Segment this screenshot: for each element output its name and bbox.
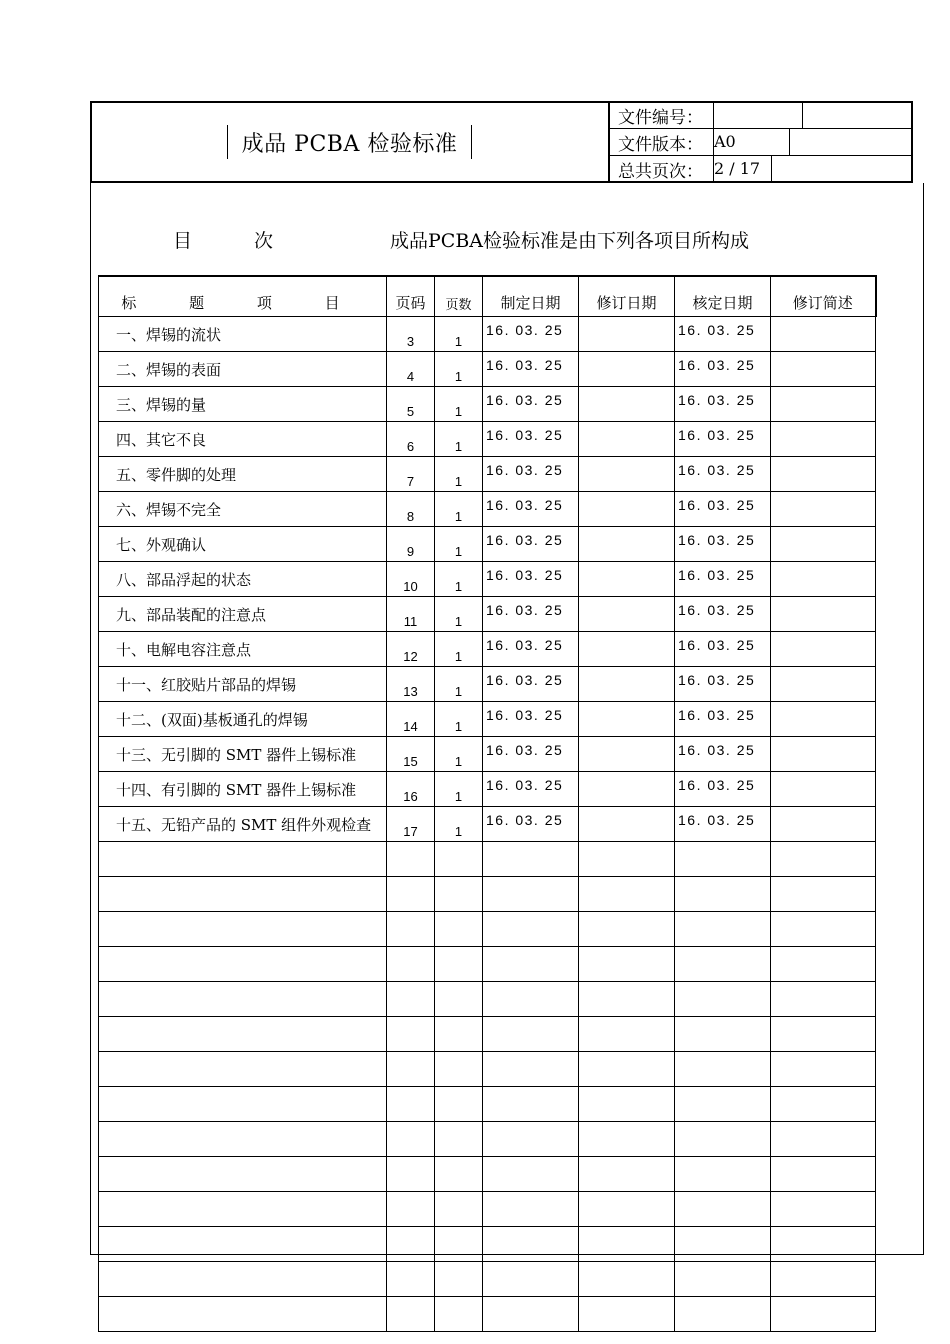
cell-note <box>771 842 876 877</box>
cell-note <box>771 562 876 597</box>
cell-made: 16. 03. 25 <box>483 667 579 702</box>
cell-title: 五、零件脚的处理 <box>99 457 387 492</box>
cell-approved <box>675 1157 771 1192</box>
cell-revised <box>579 982 675 1017</box>
cell-count <box>435 1017 483 1052</box>
column-header-approved-date: 核定日期 <box>675 276 771 317</box>
cell-page <box>387 877 435 912</box>
cell-made <box>483 947 579 982</box>
column-header-revision-note: 修订简述 <box>771 276 876 317</box>
cell-count <box>435 1052 483 1087</box>
table-row-blank <box>99 947 876 982</box>
cell-made <box>483 1052 579 1087</box>
cell-page <box>387 1087 435 1122</box>
cell-made: 16. 03. 25 <box>483 632 579 667</box>
cell-count: 1 <box>435 702 483 737</box>
cell-approved: 16. 03. 25 <box>675 562 771 597</box>
cell-revised <box>579 737 675 772</box>
cell-note <box>771 527 876 562</box>
cell-count: 1 <box>435 492 483 527</box>
cell-revised <box>579 842 675 877</box>
cell-made: 16. 03. 25 <box>483 772 579 807</box>
cell-revised <box>579 772 675 807</box>
cell-approved <box>675 1297 771 1332</box>
cell-made <box>483 877 579 912</box>
cell-title <box>99 982 387 1017</box>
cell-made: 16. 03. 25 <box>483 597 579 632</box>
cell-revised <box>579 317 675 352</box>
cell-approved: 16. 03. 25 <box>675 527 771 562</box>
cell-count: 1 <box>435 422 483 457</box>
table-row <box>99 422 876 457</box>
cell-revised <box>579 1297 675 1332</box>
cell-note <box>771 702 876 737</box>
table-row <box>99 317 876 352</box>
cell-made: 16. 03. 25 <box>483 387 579 422</box>
meta-cell-line-b <box>802 101 803 128</box>
table-row-blank <box>99 1157 876 1192</box>
cell-revised <box>579 422 675 457</box>
cell-count: 1 <box>435 737 483 772</box>
cell-revised <box>579 492 675 527</box>
cell-revised <box>579 1157 675 1192</box>
cell-page: 13 <box>387 667 435 702</box>
cell-title <box>99 1262 387 1297</box>
cell-revised <box>579 1087 675 1122</box>
cell-made: 16. 03. 25 <box>483 457 579 492</box>
cell-note <box>771 667 876 702</box>
cell-count: 1 <box>435 457 483 492</box>
cell-title: 六、焊锡不完全 <box>99 492 387 527</box>
meta-line-1 <box>610 128 913 129</box>
cell-title: 一、焊锡的流状 <box>99 317 387 352</box>
table-row-blank <box>99 912 876 947</box>
cell-made <box>483 1017 579 1052</box>
cell-approved <box>675 1087 771 1122</box>
cell-page <box>387 1192 435 1227</box>
cell-note <box>771 317 876 352</box>
table-row-blank <box>99 1192 876 1227</box>
cell-note <box>771 492 876 527</box>
cell-note <box>771 1227 876 1262</box>
cell-made <box>483 1087 579 1122</box>
cell-page <box>387 1262 435 1297</box>
cell-approved <box>675 1227 771 1262</box>
meta-cell-line-f <box>771 155 772 183</box>
cell-approved: 16. 03. 25 <box>675 597 771 632</box>
cell-count: 1 <box>435 527 483 562</box>
meta-cell-line-c <box>713 128 714 155</box>
cell-page: 7 <box>387 457 435 492</box>
cell-made: 16. 03. 25 <box>483 492 579 527</box>
cell-approved: 16. 03. 25 <box>675 317 771 352</box>
cell-page: 17 <box>387 807 435 842</box>
cell-note <box>771 457 876 492</box>
cell-title <box>99 1087 387 1122</box>
cell-page <box>387 912 435 947</box>
cell-note <box>771 1157 876 1192</box>
cell-revised <box>579 457 675 492</box>
cell-made: 16. 03. 25 <box>483 562 579 597</box>
cell-revised <box>579 527 675 562</box>
table-row-blank <box>99 1052 876 1087</box>
cell-revised <box>579 562 675 597</box>
table-row <box>99 562 876 597</box>
cell-page: 11 <box>387 597 435 632</box>
cell-count <box>435 1192 483 1227</box>
toc-heading: 目 次 <box>173 230 302 252</box>
table-row-blank <box>99 1122 876 1157</box>
cell-title <box>99 1017 387 1052</box>
cell-page: 4 <box>387 352 435 387</box>
cell-count: 1 <box>435 597 483 632</box>
cell-made: 16. 03. 25 <box>483 737 579 772</box>
cell-approved <box>675 947 771 982</box>
table-row <box>99 597 876 632</box>
cell-revised <box>579 947 675 982</box>
doc-number-row <box>610 101 913 128</box>
cell-note <box>771 597 876 632</box>
cell-revised <box>579 1052 675 1087</box>
cell-revised <box>579 387 675 422</box>
cell-title <box>99 1227 387 1262</box>
cell-note <box>771 1192 876 1227</box>
cell-title <box>99 877 387 912</box>
cell-count: 1 <box>435 667 483 702</box>
total-pages-row <box>610 155 913 182</box>
cell-note <box>771 1122 876 1157</box>
cell-page <box>387 1227 435 1262</box>
cell-page <box>387 1052 435 1087</box>
cell-revised <box>579 597 675 632</box>
document-title: 成品 PCBA 检验标准 <box>241 131 458 157</box>
cell-made: 16. 03. 25 <box>483 527 579 562</box>
cell-count <box>435 912 483 947</box>
cell-approved: 16. 03. 25 <box>675 457 771 492</box>
cell-page <box>387 1297 435 1332</box>
cell-made <box>483 1297 579 1332</box>
cell-count <box>435 947 483 982</box>
cell-count <box>435 877 483 912</box>
cell-title: 九、部品装配的注意点 <box>99 597 387 632</box>
cell-approved: 16. 03. 25 <box>675 667 771 702</box>
cell-approved <box>675 982 771 1017</box>
cell-approved: 16. 03. 25 <box>675 352 771 387</box>
table-row <box>99 352 876 387</box>
cell-revised <box>579 702 675 737</box>
cell-page: 6 <box>387 422 435 457</box>
cell-title: 十三、无引脚的 SMT 器件上锡标准 <box>99 737 387 772</box>
cell-made <box>483 1262 579 1297</box>
cell-made <box>483 842 579 877</box>
cell-title: 八、部品浮起的状态 <box>99 562 387 597</box>
cell-revised <box>579 1262 675 1297</box>
cell-title: 二、焊锡的表面 <box>99 352 387 387</box>
cell-page: 8 <box>387 492 435 527</box>
cell-title <box>99 842 387 877</box>
cell-note <box>771 632 876 667</box>
version-label: 文件版本： <box>618 135 703 155</box>
cell-title <box>99 947 387 982</box>
cell-count: 1 <box>435 352 483 387</box>
table-row-blank <box>99 842 876 877</box>
cell-made: 16. 03. 25 <box>483 702 579 737</box>
cell-page: 14 <box>387 702 435 737</box>
cell-note <box>771 1017 876 1052</box>
cell-count: 1 <box>435 317 483 352</box>
cell-page: 16 <box>387 772 435 807</box>
cell-count <box>435 842 483 877</box>
cell-made: 16. 03. 25 <box>483 352 579 387</box>
cell-approved: 16. 03. 25 <box>675 632 771 667</box>
cell-approved: 16. 03. 25 <box>675 422 771 457</box>
cell-note <box>771 387 876 422</box>
cell-note <box>771 422 876 457</box>
cell-count: 1 <box>435 562 483 597</box>
cell-title <box>99 1122 387 1157</box>
cell-approved: 16. 03. 25 <box>675 807 771 842</box>
cell-count <box>435 982 483 1017</box>
cell-note <box>771 1087 876 1122</box>
title-area <box>90 101 609 183</box>
cell-note <box>771 1052 876 1087</box>
cell-approved <box>675 877 771 912</box>
cell-revised <box>579 912 675 947</box>
column-header-title: 标 题 项 目 <box>99 276 387 317</box>
column-header-made-date: 制定日期 <box>483 276 579 317</box>
cell-revised <box>579 1192 675 1227</box>
cell-title: 十一、红胶贴片部品的焊锡 <box>99 667 387 702</box>
cell-title: 七、外观确认 <box>99 527 387 562</box>
cell-page: 5 <box>387 387 435 422</box>
meta-cell-line-a <box>713 101 714 128</box>
cell-note <box>771 1297 876 1332</box>
title-left-bar <box>227 125 228 159</box>
table-row <box>99 457 876 492</box>
cell-made <box>483 1227 579 1262</box>
cell-page <box>387 1157 435 1192</box>
cell-title <box>99 1297 387 1332</box>
meta-cell-line-e <box>713 155 714 183</box>
cell-made: 16. 03. 25 <box>483 422 579 457</box>
cell-revised <box>579 807 675 842</box>
cell-page <box>387 982 435 1017</box>
cell-approved <box>675 1052 771 1087</box>
cell-count <box>435 1262 483 1297</box>
cell-title: 十五、无铅产品的 SMT 组件外观检查 <box>99 807 387 842</box>
table-row-blank <box>99 1227 876 1262</box>
cell-approved <box>675 842 771 877</box>
cell-approved: 16. 03. 25 <box>675 387 771 422</box>
cell-title <box>99 1192 387 1227</box>
cell-note <box>771 982 876 1017</box>
cell-approved <box>675 1192 771 1227</box>
table-row <box>99 807 876 842</box>
cell-count <box>435 1297 483 1332</box>
cell-title: 三、焊锡的量 <box>99 387 387 422</box>
cell-page <box>387 1122 435 1157</box>
cell-page: 12 <box>387 632 435 667</box>
table-row-blank <box>99 1297 876 1332</box>
cell-note <box>771 877 876 912</box>
cell-title: 十四、有引脚的 SMT 器件上锡标准 <box>99 772 387 807</box>
cell-note <box>771 1262 876 1297</box>
column-header-count: 页数 <box>435 276 483 317</box>
table-row <box>99 492 876 527</box>
cell-revised <box>579 632 675 667</box>
cell-revised <box>579 667 675 702</box>
title-right-bar <box>471 125 472 159</box>
cell-page: 9 <box>387 527 435 562</box>
cell-page <box>387 1017 435 1052</box>
cell-approved <box>675 1262 771 1297</box>
cell-made <box>483 1192 579 1227</box>
table-row-blank <box>99 1017 876 1052</box>
cell-approved <box>675 912 771 947</box>
cell-revised <box>579 1227 675 1262</box>
cell-revised <box>579 352 675 387</box>
table-row <box>99 772 876 807</box>
table-row <box>99 702 876 737</box>
cell-approved: 16. 03. 25 <box>675 492 771 527</box>
cell-count <box>435 1087 483 1122</box>
cell-count: 1 <box>435 772 483 807</box>
total-pages-value: 2 / 17 <box>714 159 761 178</box>
cell-count: 1 <box>435 387 483 422</box>
table-row-blank <box>99 1262 876 1297</box>
cell-revised <box>579 1017 675 1052</box>
cell-note <box>771 737 876 772</box>
toc-description: 成品PCBA检验标准是由下列各项目所构成 <box>390 230 750 252</box>
cell-made: 16. 03. 25 <box>483 807 579 842</box>
cell-made <box>483 912 579 947</box>
cell-page: 3 <box>387 317 435 352</box>
cell-count: 1 <box>435 632 483 667</box>
table-row <box>99 632 876 667</box>
table-row-blank <box>99 1087 876 1122</box>
cell-made <box>483 1122 579 1157</box>
cell-count: 1 <box>435 807 483 842</box>
cell-count <box>435 1157 483 1192</box>
toc-table <box>98 275 877 1332</box>
cell-note <box>771 912 876 947</box>
cell-note <box>771 807 876 842</box>
table-row <box>99 527 876 562</box>
cell-approved: 16. 03. 25 <box>675 702 771 737</box>
cell-page: 10 <box>387 562 435 597</box>
cell-note <box>771 947 876 982</box>
cell-title: 十二、(双面)基板通孔的焊锡 <box>99 702 387 737</box>
cell-title <box>99 1052 387 1087</box>
cell-approved: 16. 03. 25 <box>675 772 771 807</box>
cell-note <box>771 352 876 387</box>
table-row-blank <box>99 982 876 1017</box>
version-row <box>610 128 913 155</box>
meta-cell-line-d <box>789 128 790 155</box>
cell-title <box>99 912 387 947</box>
cell-page <box>387 842 435 877</box>
table-row <box>99 387 876 422</box>
cell-title: 四、其它不良 <box>99 422 387 457</box>
cell-approved <box>675 1122 771 1157</box>
meta-line-2 <box>610 155 913 156</box>
version-value: A0 <box>714 132 736 151</box>
cell-note <box>771 772 876 807</box>
cell-approved <box>675 1017 771 1052</box>
table-row <box>99 737 876 772</box>
table-row-blank <box>99 877 876 912</box>
cell-count <box>435 1227 483 1262</box>
cell-title <box>99 1157 387 1192</box>
cell-title: 十、电解电容注意点 <box>99 632 387 667</box>
table-row <box>99 667 876 702</box>
cell-count <box>435 1122 483 1157</box>
cell-approved: 16. 03. 25 <box>675 737 771 772</box>
cell-revised <box>579 877 675 912</box>
cell-made <box>483 1157 579 1192</box>
column-header-revised-date: 修订日期 <box>579 276 675 317</box>
doc-number-label: 文件编号： <box>618 108 703 128</box>
total-pages-label: 总共页次： <box>618 162 703 182</box>
cell-made: 16. 03. 25 <box>483 317 579 352</box>
cell-page <box>387 947 435 982</box>
table-header-row <box>99 276 876 317</box>
column-header-page: 页码 <box>387 276 435 317</box>
cell-made <box>483 982 579 1017</box>
cell-page: 15 <box>387 737 435 772</box>
cell-revised <box>579 1122 675 1157</box>
